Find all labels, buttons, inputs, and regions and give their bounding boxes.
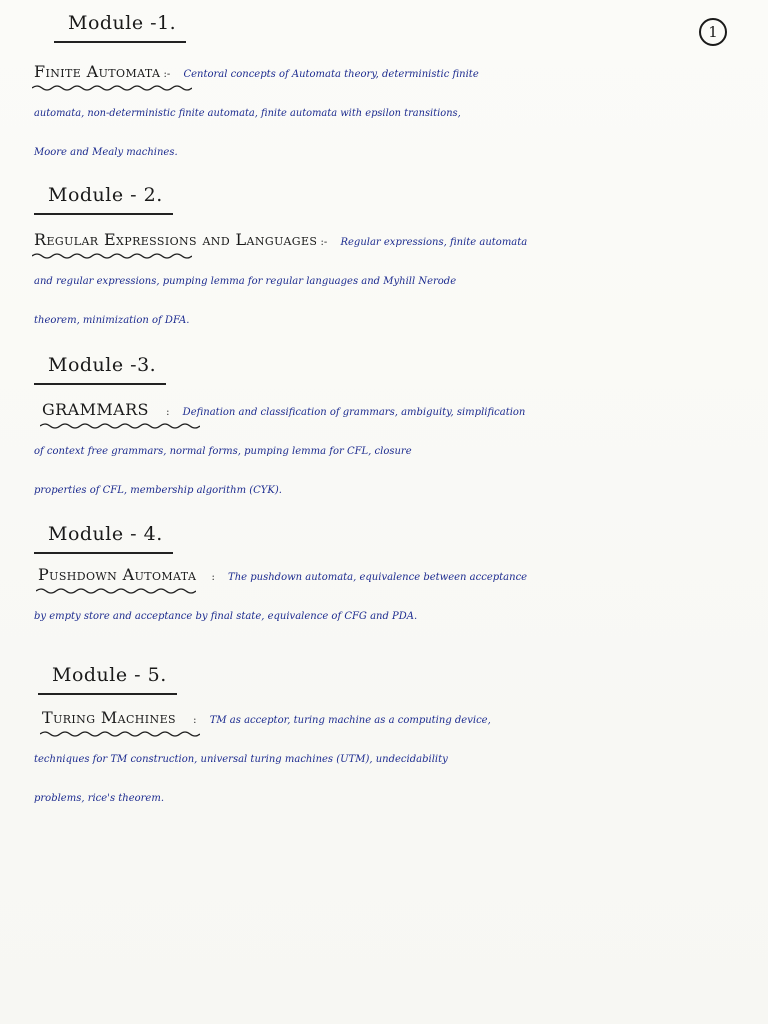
module-1-underline xyxy=(54,41,186,43)
module-2-heading xyxy=(48,184,163,206)
module-4-topic-text: Pushdown Automata xyxy=(38,565,197,584)
module-3-line-1 xyxy=(34,400,744,423)
module-4-underline xyxy=(34,552,173,554)
page-number: 1 xyxy=(699,18,727,46)
module-2-underline xyxy=(34,213,173,215)
module-5-underline xyxy=(38,693,177,695)
module-3-heading-text: Module -3. xyxy=(48,354,157,376)
module-5-section xyxy=(34,708,744,828)
module-4-heading-text: Module - 4. xyxy=(48,523,163,545)
module-5-separator: : xyxy=(193,715,197,726)
module-1-text-1: Centoral concepts of Automata theory, deterministic finite xyxy=(183,69,479,80)
module-1-topic-text: Finite Automata xyxy=(34,62,161,81)
module-2-section xyxy=(34,230,744,350)
module-5-topic-text: Turing Machines xyxy=(42,708,176,727)
module-2-text-1: Regular expressions, finite automata xyxy=(340,237,528,248)
module-4-section xyxy=(34,565,744,646)
module-1-heading xyxy=(68,12,176,34)
module-4-line-2: by empty store and acceptance by final state, equivalence of CFG and PDA. xyxy=(34,611,418,622)
module-1-line-3: Moore and Mealy machines. xyxy=(34,147,178,158)
module-5-heading xyxy=(52,664,167,686)
module-2-heading-text: Module - 2. xyxy=(48,184,163,206)
module-5-text-1: TM as acceptor, turing machine as a computing device, xyxy=(209,715,491,726)
module-3-topic xyxy=(42,400,149,420)
module-1-separator: :- xyxy=(163,69,171,80)
module-1-topic-wavy-underline xyxy=(32,84,192,92)
module-1-heading-text: Module -1. xyxy=(68,12,177,34)
module-2-topic xyxy=(34,230,317,250)
module-3-section xyxy=(34,400,744,520)
module-5-topic-wavy-underline xyxy=(40,730,200,738)
module-4-topic-wavy-underline xyxy=(36,587,196,595)
module-4-heading xyxy=(48,523,163,545)
module-1-line-1 xyxy=(34,62,744,85)
module-5-line-2: techniques for TM construction, universal turing machines (UTM), undecidability xyxy=(34,754,448,765)
module-1-topic xyxy=(34,62,160,82)
module-1-section xyxy=(34,62,744,182)
module-4-text-1: The pushdown automata, equivalence between acceptance xyxy=(228,572,528,583)
module-2-line-3: theorem, minimization of DFA. xyxy=(34,315,190,326)
module-3-separator: : xyxy=(166,407,170,418)
module-2-topic-text: Regular Expressions and Languages xyxy=(34,230,318,249)
module-4-topic xyxy=(38,565,196,585)
module-4-separator: : xyxy=(211,572,215,583)
module-3-line-2: of context free grammars, normal forms, pumping lemma for CFL, closure xyxy=(34,446,412,457)
module-2-line-1 xyxy=(34,230,744,253)
module-4-line-1 xyxy=(34,565,744,588)
module-1-line-2: automata, non-deterministic finite automata, finite automata with epsilon transitions, xyxy=(34,108,461,119)
module-3-underline xyxy=(34,383,166,385)
module-3-topic-wavy-underline xyxy=(40,422,200,430)
module-5-topic xyxy=(42,708,176,728)
module-2-topic-wavy-underline xyxy=(32,252,192,260)
module-5-line-3: problems, rice's theorem. xyxy=(34,793,165,804)
module-3-line-3: properties of CFL, membership algorithm (CYK). xyxy=(34,485,282,496)
module-5-line-1 xyxy=(34,708,744,731)
module-3-topic-text: GRAMMARS xyxy=(42,400,149,419)
module-2-separator: :- xyxy=(320,237,328,248)
module-3-text-1: Defination and classification of grammars, ambiguity, simplification xyxy=(182,407,526,418)
module-3-heading xyxy=(48,354,156,376)
module-5-heading-text: Module - 5. xyxy=(52,664,167,686)
module-2-line-2: and regular expressions, pumping lemma for regular languages and Myhill Nerode xyxy=(34,276,457,287)
